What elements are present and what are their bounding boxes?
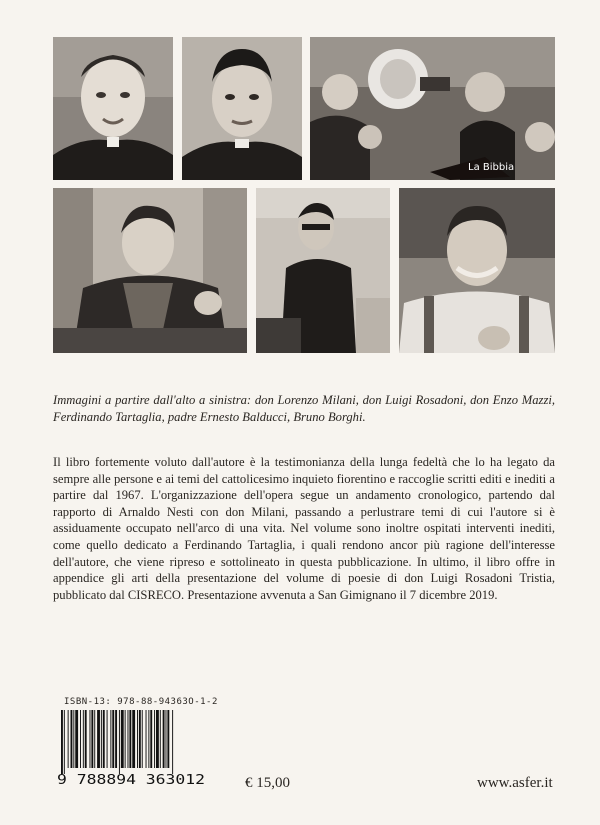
photo-caption: Immagini a partire dall'alto a sinistra: don Lorenzo Milani, don Luigi Rosadoni, don Enzo Mazzi, Ferdinando Tartaglia, padre Ernesto Balducci, Bruno Borghi. <box>53 393 555 424</box>
barcode-bar <box>61 710 63 774</box>
barcode-bar <box>115 710 117 768</box>
barcode-bar <box>112 710 114 768</box>
barcode-bar <box>150 710 152 768</box>
barcode-bar <box>167 710 169 768</box>
barcode-bar <box>110 710 111 768</box>
barcode-bar <box>172 710 173 774</box>
barcode-bar <box>101 710 102 768</box>
barcode-bar <box>107 710 108 768</box>
barcode-bar <box>119 710 120 774</box>
photo-ernesto-balducci <box>256 188 390 353</box>
barcode-digits: 9 788894 363012 <box>57 772 205 786</box>
barcode-bar <box>128 710 129 768</box>
barcode-bar <box>121 710 124 768</box>
barcode-bar <box>91 710 93 768</box>
barcode-bar <box>103 710 105 768</box>
barcode-bar <box>163 710 165 768</box>
barcode-bar <box>97 710 100 768</box>
price: € 15,00 <box>245 775 290 791</box>
barcode-bar <box>94 710 95 768</box>
barcode-bar <box>137 710 138 768</box>
barcode-bar <box>154 710 155 768</box>
barcode-bar <box>129 710 131 768</box>
bible-label: La Bibbia <box>468 162 515 173</box>
barcode-bar <box>64 710 65 774</box>
barcode-bar <box>75 710 78 768</box>
barcode-bar <box>71 710 73 768</box>
barcode-bar <box>156 710 159 768</box>
barcode-bar <box>148 710 149 768</box>
photo-enzo-mazzi <box>310 37 555 180</box>
barcode-bar <box>160 710 161 768</box>
barcode-bar <box>83 710 84 768</box>
barcode-bar <box>139 710 141 768</box>
isbn-barcode <box>55 710 207 786</box>
barcode-bar <box>73 710 74 768</box>
photo-luigi-rosadoni <box>182 37 302 180</box>
barcode-bar <box>80 710 81 768</box>
photo-bruno-borghi <box>399 188 555 353</box>
photo-ferdinando-tartaglia <box>53 188 247 353</box>
barcode-bar <box>68 710 69 768</box>
book-description: Il libro fortemente voluto dall'autore è la testimonianza della lunga fedeltà che lo ha legato da sempre alle persone e ai temi del cattolicesimo inquieto fiorentino e raccoglie scritti editi e inediti a partire dal 1967. L'organizzazione dell'opera segue un andamento cronologico, partendo dal rapporto di Arnaldo Nesti con don Milani, passando a perlustrare temi di cui l'autore si è assiduamente occupato nell'arco di una vita. Nel volume sono inoltre ospitati interventi inediti, come quello dedicato a Ferdinando Tartaglia, i quali rendono ancor più ragione dell'interesse dell'autore, che viene ripreso e sottolineato in questa pubblicazione. In ultimo, il libro offre in appendice gli arti della presentazione del volume di poesie di don Luigi Rosadoni Tristia, pubblicato dal CISRECO. Presentazione avvenuta a San Gimignano il 7 dicembre 2019. <box>53 455 555 602</box>
barcode-bar <box>132 710 135 768</box>
barcode-bar <box>166 710 167 768</box>
isbn-label: ISBN-13: 978-88-94363O-1-2 <box>64 697 218 707</box>
barcode-bar <box>85 710 87 768</box>
publisher-website: www.asfer.it <box>477 775 553 791</box>
barcode-bar <box>146 710 147 768</box>
photo-lorenzo-milani <box>53 37 173 180</box>
barcode-bar <box>142 710 143 768</box>
barcode-bar <box>125 710 126 768</box>
barcode-bar <box>90 710 91 768</box>
